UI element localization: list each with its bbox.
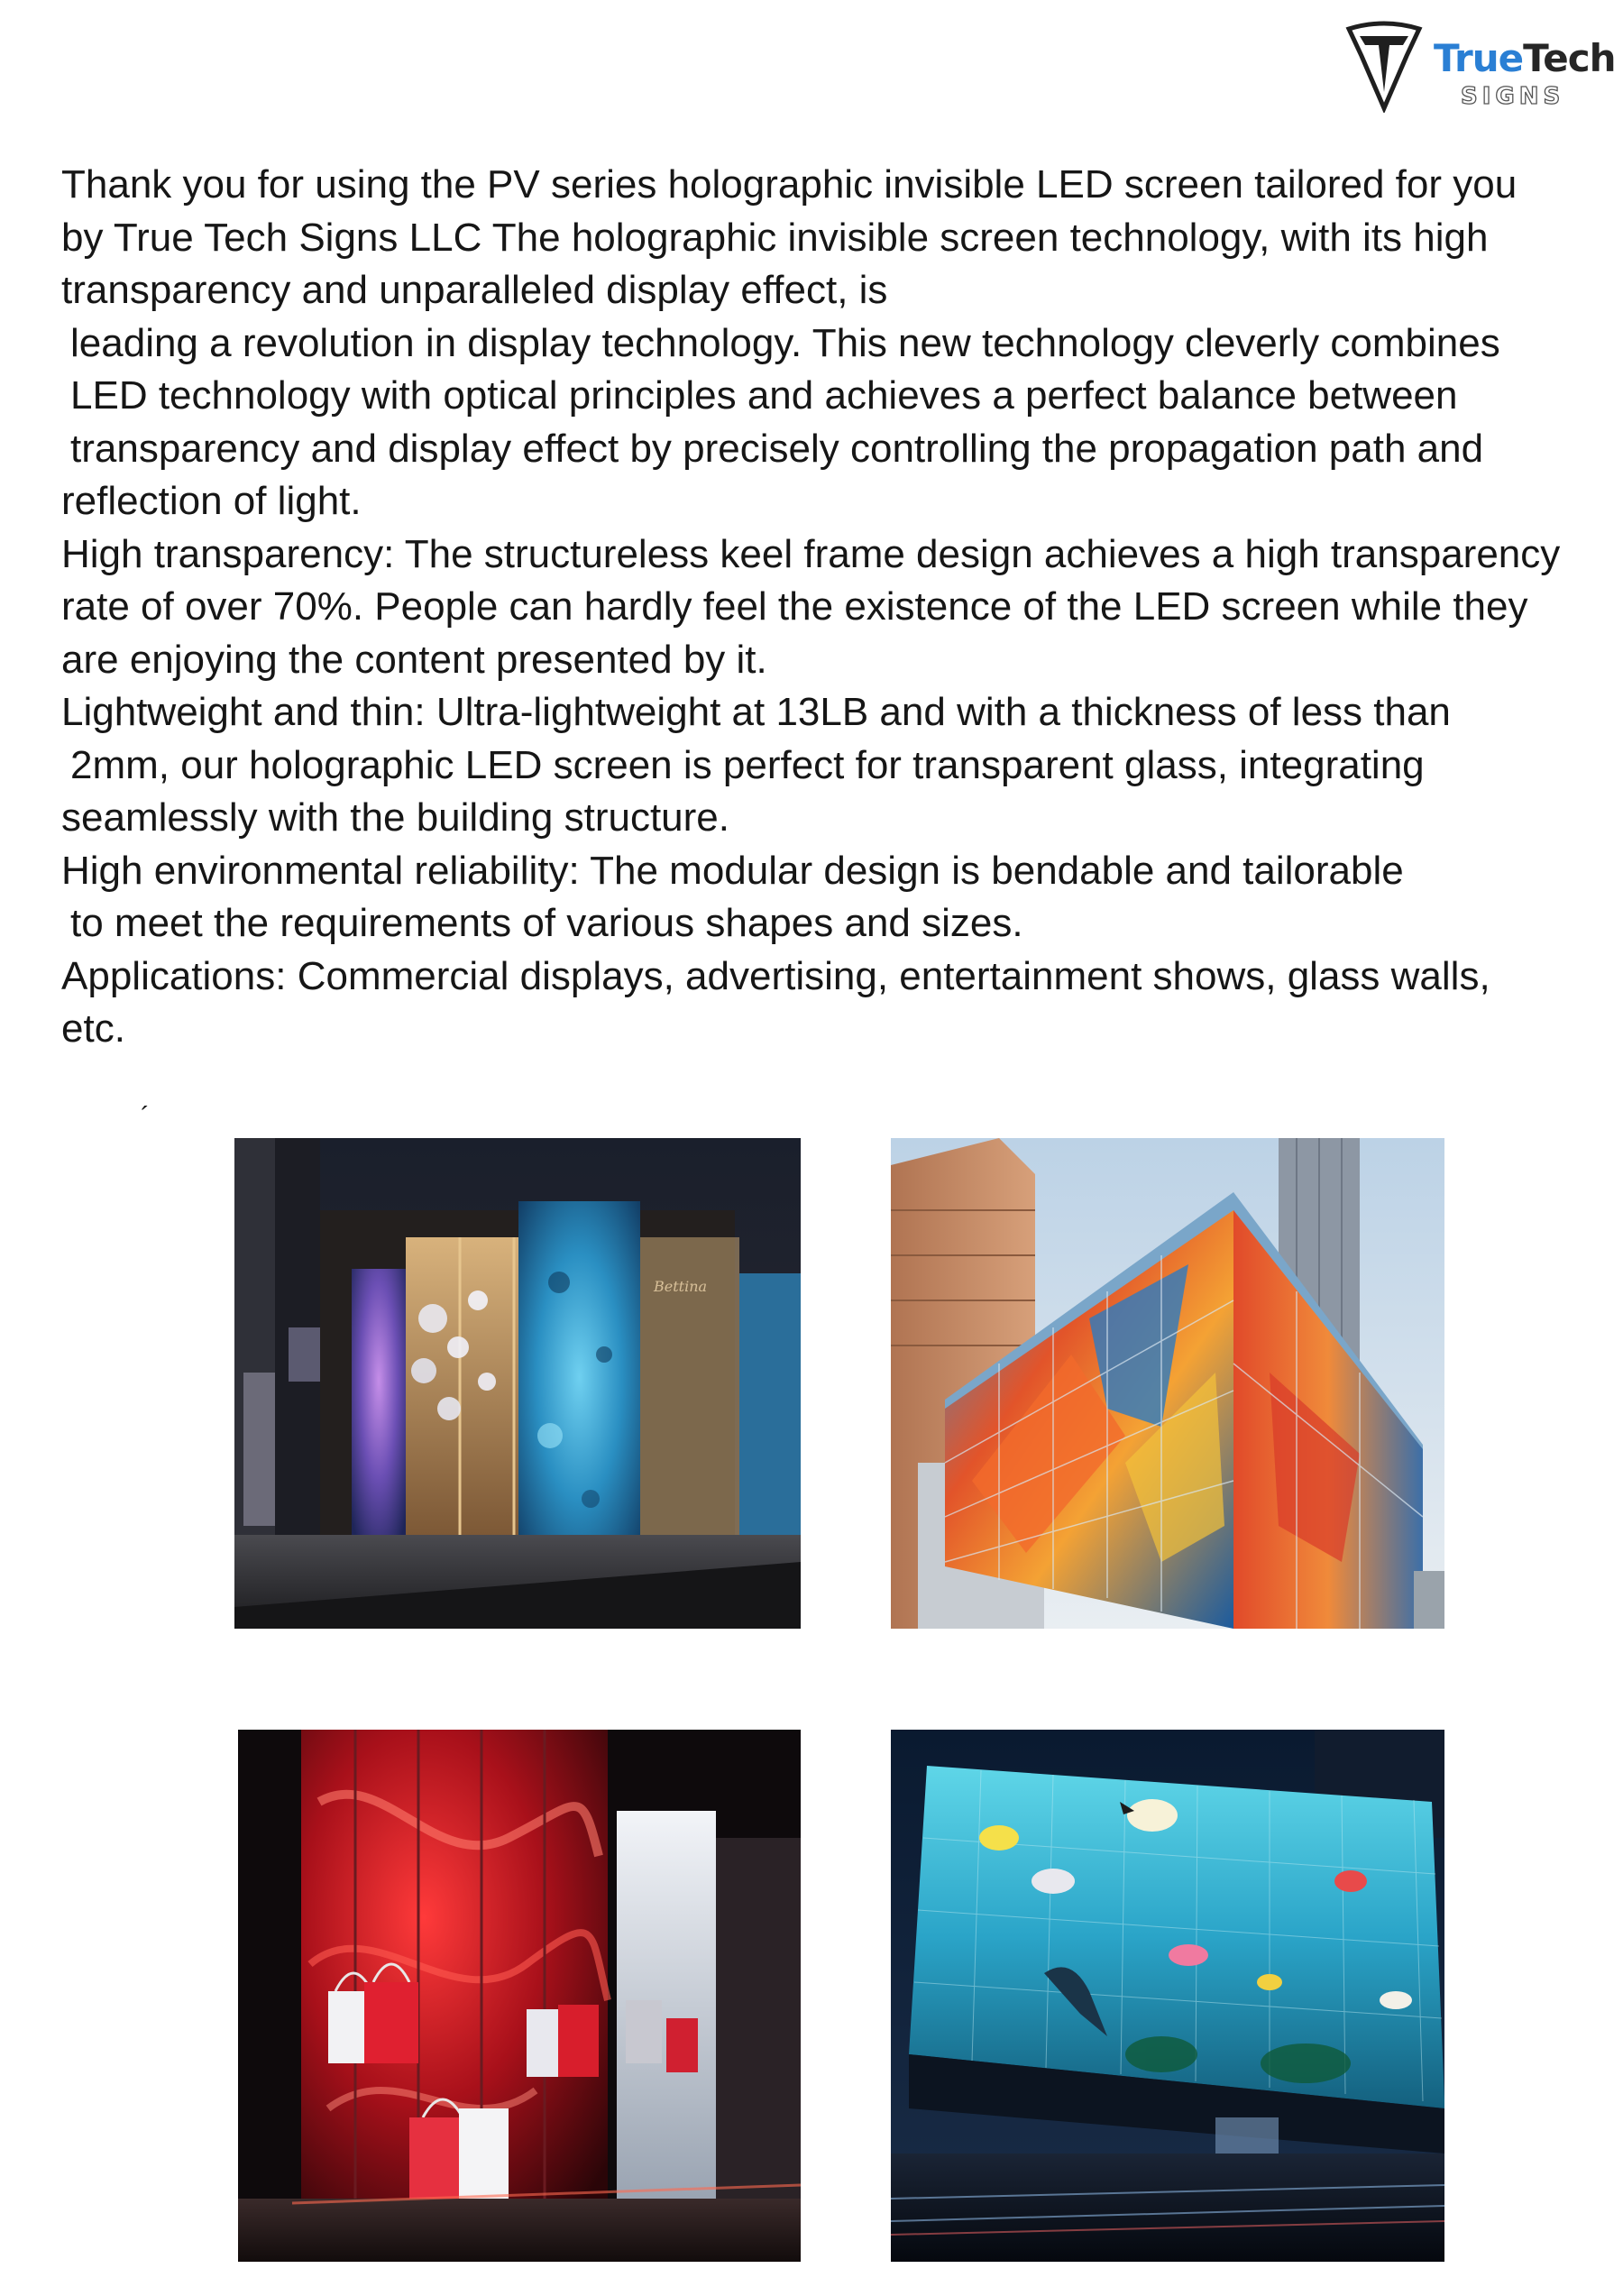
description-text (61, 159, 1612, 1056)
text-line: rate of over 70%. People can hardly feel the existence of the LED screen while they (61, 584, 1528, 629)
text-line: by True Tech Signs LLC The holographic invisible screen technology, with its high (61, 215, 1489, 260)
text-line: Lightweight and thin: Ultra-lightweight at 13LB and with a thickness of less than (61, 690, 1451, 734)
photo-ocean-facade (891, 1730, 1444, 2262)
text-line: to meet the requirements of various shapes and sizes. (70, 901, 1023, 945)
text-line: etc. (61, 1006, 125, 1051)
logo-emblem-icon (1343, 18, 1429, 113)
text-line: reflection of light. (61, 479, 362, 523)
text-line: Applications: Commercial displays, advertising, entertainment shows, glass walls, (61, 953, 1490, 998)
brand-wordmark (1434, 36, 1616, 80)
text-line: 2mm, our holographic LED screen is perfect for transparent glass, integrating (70, 742, 1425, 787)
photo-red-retail-window (238, 1730, 801, 2262)
brand-name-tech: Tech (1523, 36, 1616, 80)
photo-glass-building (891, 1138, 1444, 1629)
brand-tagline: SIGNS (1461, 83, 1565, 110)
text-line: LED technology with optical principles and achieves a perfect balance between (70, 373, 1458, 418)
text-line: transparency and unparalleled display effect, is (61, 268, 888, 312)
text-line: leading a revolution in display technology. This new technology cleverly combines (70, 320, 1500, 365)
stray-mark: ´ (141, 1102, 150, 1132)
brand-logo (1343, 18, 1616, 117)
brand-name-true: True (1434, 36, 1524, 80)
text-line: High transparency: The structureless keel frame design achieves a high transparency (61, 531, 1561, 576)
text-line: transparency and display effect by precisely controlling the propagation path and (70, 426, 1484, 471)
text-line: are enjoying the content presented by it. (61, 637, 767, 682)
text-line: Thank you for using the PV series holographic invisible LED screen tailored for you (61, 162, 1518, 207)
text-line: seamlessly with the building structure. (61, 795, 729, 840)
text-line: High environmental reliability: The modular design is bendable and tailorable (61, 848, 1404, 893)
photo-storefront-blue (234, 1138, 801, 1629)
